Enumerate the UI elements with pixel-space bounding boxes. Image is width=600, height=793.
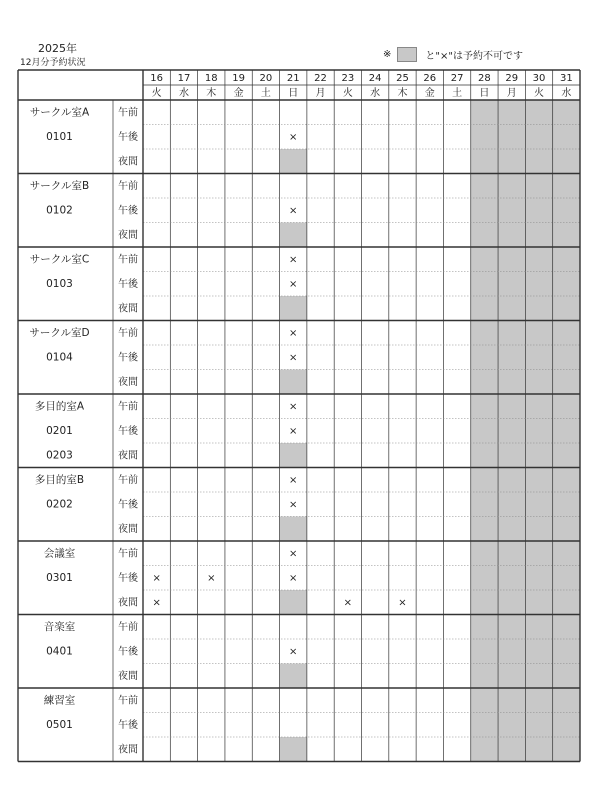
day-weekday: 木 <box>397 88 408 99</box>
period-label: 夜間 <box>118 376 138 388</box>
day-date: 25 <box>396 73 409 84</box>
day-date: 29 <box>505 73 519 84</box>
period-label: 夜間 <box>118 670 138 682</box>
blocked-cell <box>280 296 307 321</box>
room-code: 0301 <box>46 571 73 584</box>
period-label: 午後 <box>118 499 138 511</box>
closed-day-shade <box>498 100 525 762</box>
day-date: 20 <box>259 73 273 84</box>
unavailable-mark: × <box>289 131 298 143</box>
day-weekday: 火 <box>151 88 162 99</box>
unavailable-mark: × <box>289 327 298 339</box>
day-weekday: 金 <box>424 88 435 99</box>
period-label: 午前 <box>118 695 138 707</box>
room-code: 0201 <box>46 424 73 437</box>
room-name: 多目的室B <box>34 473 85 486</box>
room-name: サークル室C <box>29 253 90 266</box>
day-weekday: 水 <box>178 88 189 99</box>
closed-day-shade <box>525 100 552 762</box>
period-label: 夜間 <box>118 523 138 535</box>
unavailable-mark: × <box>289 474 298 486</box>
period-label: 午前 <box>118 474 138 486</box>
day-date: 27 <box>450 73 464 84</box>
unavailable-mark: × <box>289 278 298 290</box>
blocked-cell <box>280 223 307 248</box>
period-label: 夜間 <box>118 744 138 756</box>
period-label: 午後 <box>118 131 138 143</box>
period-label: 午前 <box>118 548 138 560</box>
unavailable-mark: × <box>152 597 161 609</box>
period-label: 午前 <box>118 107 138 119</box>
closed-day-shade <box>553 100 580 762</box>
room-name: 音楽室 <box>43 620 76 633</box>
legend-text: と"×"は予約不可です <box>425 51 523 62</box>
period-label: 夜間 <box>118 303 138 315</box>
day-weekday: 火 <box>342 88 353 99</box>
day-weekday: 月 <box>506 88 517 99</box>
blocked-cell <box>280 370 307 395</box>
unavailable-mark: × <box>289 572 298 584</box>
blocked-cell <box>280 737 307 762</box>
period-label: 午後 <box>118 572 138 584</box>
day-date: 18 <box>204 73 218 84</box>
closed-day-shade <box>471 100 498 762</box>
blocked-cell <box>280 590 307 615</box>
day-date: 30 <box>532 73 546 84</box>
room-code: 0104 <box>46 351 73 364</box>
day-weekday: 水 <box>561 88 572 99</box>
period-label: 夜間 <box>118 450 138 462</box>
blocked-cell <box>280 443 307 468</box>
blocked-cell <box>280 517 307 542</box>
day-date: 17 <box>177 73 191 84</box>
day-date: 19 <box>232 73 245 84</box>
day-weekday: 日 <box>479 88 490 99</box>
room-code: 0401 <box>46 645 73 658</box>
blocked-cell <box>280 149 307 174</box>
day-weekday: 水 <box>370 88 381 99</box>
day-date: 26 <box>423 73 437 84</box>
unavailable-mark: × <box>207 572 216 584</box>
unavailable-mark: × <box>152 572 161 584</box>
day-date: 31 <box>559 73 573 84</box>
room-name: サークル室D <box>29 326 90 339</box>
period-label: 午前 <box>118 401 138 413</box>
room-code: 0102 <box>46 204 73 217</box>
room-name: 会議室 <box>43 547 76 560</box>
day-weekday: 日 <box>288 88 299 99</box>
unavailable-mark: × <box>289 352 298 364</box>
page-subtitle: 12月分予約状況 <box>20 58 86 68</box>
day-date: 22 <box>314 73 327 84</box>
room-code: 0103 <box>46 277 73 290</box>
room-code: 0202 <box>46 498 73 511</box>
period-label: 午前 <box>118 621 138 633</box>
period-label: 夜間 <box>118 597 138 609</box>
year-label: 2025年 <box>38 42 77 55</box>
room-name: サークル室A <box>29 106 90 119</box>
room-code: 0203 <box>46 449 73 462</box>
period-label: 夜間 <box>118 156 138 168</box>
unavailable-mark: × <box>289 646 298 658</box>
unavailable-mark: × <box>289 401 298 413</box>
period-label: 午後 <box>118 425 138 437</box>
room-name: サークル室B <box>29 179 90 192</box>
day-weekday: 火 <box>534 88 545 99</box>
period-label: 午後 <box>118 646 138 658</box>
day-weekday: 金 <box>233 88 244 99</box>
room-code: 0101 <box>46 130 73 143</box>
period-label: 午前 <box>118 327 138 339</box>
period-label: 午後 <box>118 352 138 364</box>
day-date: 21 <box>286 73 300 84</box>
period-label: 午前 <box>118 254 138 266</box>
period-label: 午後 <box>118 278 138 290</box>
room-name: 多目的室A <box>34 400 85 413</box>
unavailable-mark: × <box>289 499 298 511</box>
day-weekday: 土 <box>260 88 271 99</box>
unavailable-mark: × <box>289 254 298 266</box>
day-date: 28 <box>478 73 491 84</box>
day-weekday: 月 <box>315 88 326 99</box>
day-date: 24 <box>368 73 382 84</box>
day-date: 16 <box>150 73 164 84</box>
day-date: 23 <box>341 73 355 84</box>
period-label: 夜間 <box>118 229 138 241</box>
period-label: 午後 <box>118 205 138 217</box>
unavailable-mark: × <box>289 425 298 437</box>
legend-mark: ※ <box>383 49 392 60</box>
unavailable-mark: × <box>289 548 298 560</box>
unavailable-mark: × <box>398 597 407 609</box>
blocked-cell <box>280 664 307 689</box>
period-label: 午後 <box>118 719 138 731</box>
room-name: 練習室 <box>43 694 76 707</box>
room-code: 0501 <box>46 718 73 731</box>
day-weekday: 土 <box>452 88 463 99</box>
period-label: 午前 <box>118 180 138 192</box>
unavailable-mark: × <box>343 597 353 609</box>
day-weekday: 木 <box>206 88 217 99</box>
unavailable-mark: × <box>289 205 298 217</box>
